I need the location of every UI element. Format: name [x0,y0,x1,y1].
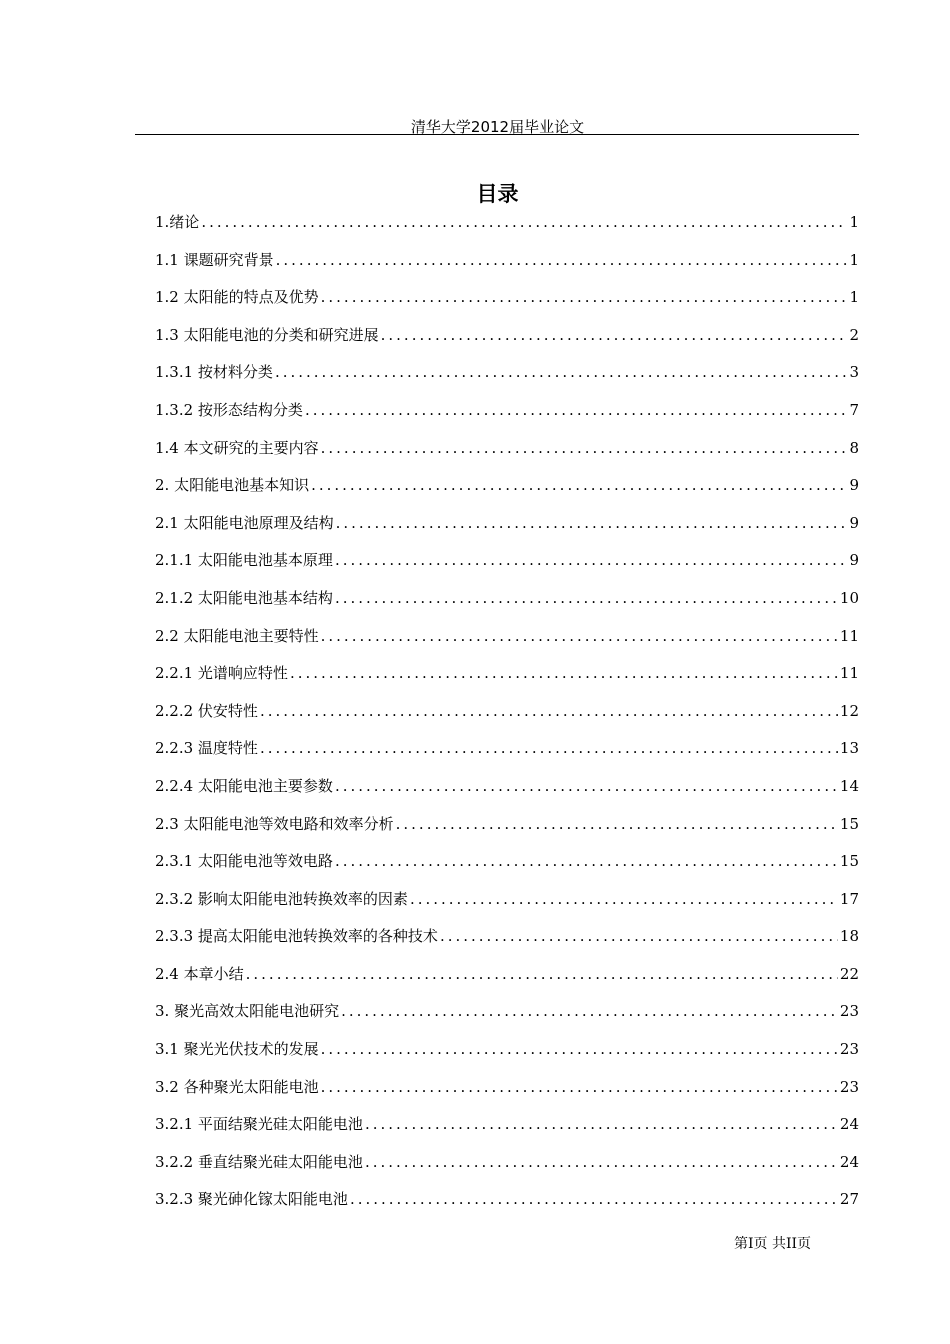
toc-dot-leader [321,430,848,468]
toc-title: 目录 [476,182,519,206]
document-header-title: 清华大学2012届毕业论文 [410,118,585,136]
toc-entry-label: 1.2 太阳能的特点及优势 [155,288,319,307]
toc-entry-label: 2.4 本章小结 [155,964,244,983]
toc-entry[interactable] [155,580,859,618]
toc-dot-leader [335,542,848,580]
toc-entry[interactable] [155,993,859,1031]
toc-entry-page: 8 [849,438,859,457]
toc-entry-page: 13 [839,739,859,758]
toc-entry-page: 18 [839,927,859,946]
page-footer: 第I页 共II页 [734,1236,812,1252]
toc-entry-label: 2.2.3 温度特性 [155,739,258,758]
toc-entry-page: 22 [839,964,859,983]
toc-entry-page: 24 [839,1152,859,1171]
toc-entry-label: 2.1.1 太阳能电池基本原理 [155,551,333,570]
toc-entry-label: 3.2.2 垂直结聚光硅太阳能电池 [155,1152,363,1171]
toc-entry-label: 3.2.3 聚光砷化镓太阳能电池 [155,1190,348,1209]
toc-entry-page: 11 [839,664,859,683]
toc-entry[interactable] [155,1069,859,1107]
toc-dot-leader [336,505,848,543]
toc-entry[interactable] [155,730,859,768]
toc-entry[interactable] [155,242,859,280]
toc-entry-label: 1.3.1 按材料分类 [155,363,273,382]
toc-entry-label: 1.3.2 按形态结构分类 [155,400,303,419]
toc-entry-page: 27 [839,1190,859,1209]
toc-entry[interactable] [155,881,859,919]
toc-entry[interactable] [155,354,859,392]
toc-dot-leader [260,693,838,731]
toc-dot-leader [275,354,848,392]
toc-entry-label: 3. 聚光高效太阳能电池研究 [155,1002,340,1021]
toc-entry-label: 2.2.2 伏安特性 [155,701,258,720]
toc-entry-label: 2.2.4 太阳能电池主要参数 [155,776,333,795]
toc-entry-label: 2.3.1 太阳能电池等效电路 [155,852,333,871]
toc-entry-label: 2.1.2 太阳能电池基本结构 [155,588,333,607]
toc-dot-leader [311,467,847,505]
toc-dot-leader [365,1106,838,1144]
toc-dot-leader [260,730,838,768]
toc-entry[interactable] [155,768,859,806]
toc-entry-page: 1 [849,213,859,231]
toc-entry-label: 2.1 太阳能电池原理及结构 [155,513,334,532]
toc-entry-label: 2. 太阳能电池基本知识 [155,476,310,495]
toc-entry[interactable] [155,430,859,468]
toc-entry-label: 2.2 太阳能电池主要特性 [155,626,319,645]
toc-entry-page: 15 [839,814,859,833]
toc-dot-leader [440,918,838,956]
toc-entry-page: 12 [839,701,859,720]
toc-dot-leader [365,1144,838,1182]
toc-dot-leader [335,843,838,881]
toc-entry[interactable] [155,618,859,656]
toc-dot-leader [396,806,838,844]
table-of-contents [155,204,859,1219]
toc-dot-leader [335,768,838,806]
toc-entry-label: 2.2.1 光谱响应特性 [155,664,288,683]
toc-entry[interactable] [155,693,859,731]
toc-dot-leader [201,204,847,242]
toc-dot-leader [381,317,848,355]
toc-dot-leader [321,618,838,656]
toc-entry-page: 11 [839,626,859,645]
toc-dot-leader [321,1069,838,1107]
toc-entry-label: 2.3.3 提高太阳能电池转换效率的各种技术 [155,927,438,946]
toc-entry-label: 3.1 聚光光伏技术的发展 [155,1040,319,1059]
toc-entry[interactable] [155,843,859,881]
toc-entry-page: 9 [849,551,859,570]
toc-entry-page: 17 [839,889,859,908]
toc-entry[interactable] [155,392,859,430]
toc-entry[interactable] [155,279,859,317]
toc-entry-label: 1.1 课题研究背景 [155,250,274,269]
toc-entry[interactable] [155,1031,859,1069]
toc-entry-page: 23 [839,1040,859,1059]
toc-entry[interactable] [155,806,859,844]
toc-entry-page: 15 [839,852,859,871]
header-rule [135,134,859,135]
toc-dot-leader [290,655,838,693]
toc-entry-page: 3 [849,363,859,382]
toc-entry[interactable] [155,204,859,242]
toc-entry[interactable] [155,542,859,580]
toc-entry[interactable] [155,1144,859,1182]
toc-entry-page: 2 [849,325,859,344]
toc-entry-page: 9 [849,513,859,532]
toc-entry-page: 1 [849,250,859,269]
toc-entry-label: 3.2 各种聚光太阳能电池 [155,1077,319,1096]
toc-dot-leader [246,956,838,994]
toc-entry-label: 1.4 本文研究的主要内容 [155,438,319,457]
toc-entry[interactable] [155,655,859,693]
toc-entry[interactable] [155,1181,859,1219]
toc-entry-page: 14 [839,776,859,795]
toc-entry-page: 23 [839,1077,859,1096]
toc-entry[interactable] [155,1106,859,1144]
toc-dot-leader [350,1181,838,1219]
toc-entry-label: 1.绪论 [155,213,200,231]
toc-entry[interactable] [155,918,859,956]
toc-entry[interactable] [155,467,859,505]
toc-entry-label: 2.3 太阳能电池等效电路和效率分析 [155,814,394,833]
toc-entry-label: 1.3 太阳能电池的分类和研究进展 [155,325,379,344]
toc-entry-page: 10 [839,588,859,607]
toc-entry[interactable] [155,505,859,543]
toc-entry-page: 23 [839,1002,859,1021]
toc-dot-leader [321,279,848,317]
toc-entry-page: 7 [849,400,859,419]
toc-entry-label: 3.2.1 平面结聚光硅太阳能电池 [155,1115,363,1134]
toc-entry[interactable] [155,317,859,355]
toc-entry-label: 2.3.2 影响太阳能电池转换效率的因素 [155,889,408,908]
toc-dot-leader [305,392,848,430]
toc-dot-leader [410,881,838,919]
toc-entry-page: 1 [849,288,859,307]
toc-entry-page: 9 [849,476,859,495]
toc-entry-page: 24 [839,1115,859,1134]
toc-dot-leader [335,580,838,618]
toc-dot-leader [341,993,838,1031]
toc-dot-leader [276,242,848,280]
toc-entry[interactable] [155,956,859,994]
toc-dot-leader [321,1031,838,1069]
